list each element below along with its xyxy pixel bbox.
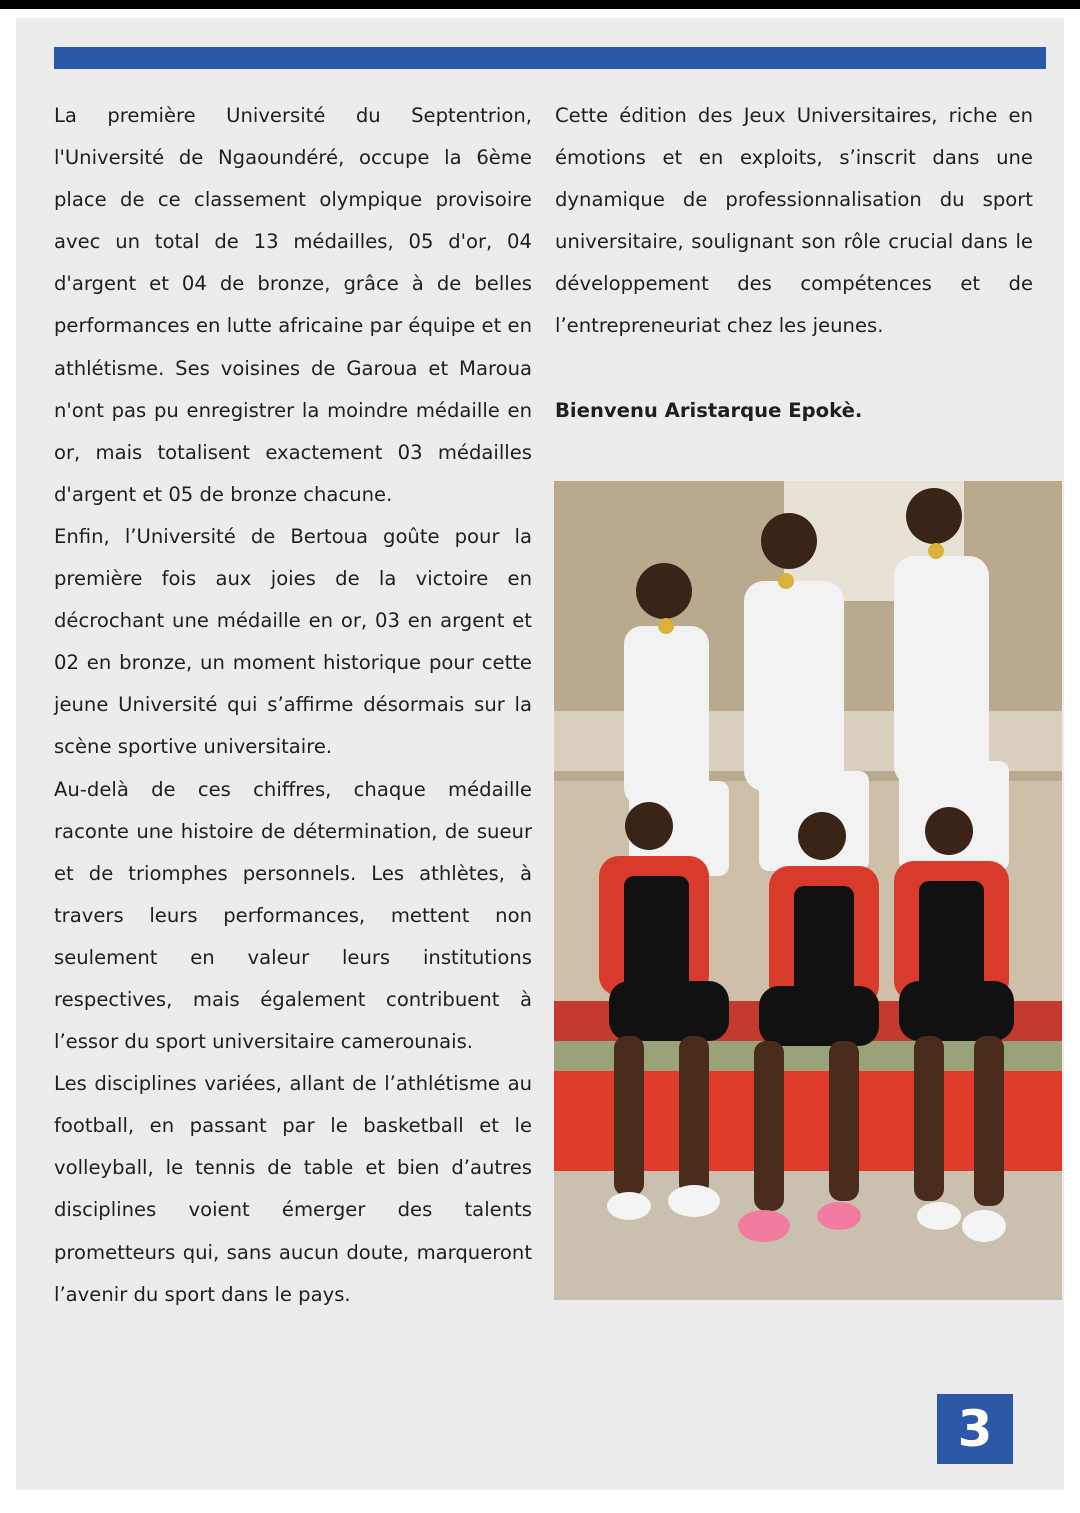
paragraph-bertoua: Enfin, l’Université de Bertoua goûte pour la première fois aux joies de la victoire en décrochant une médaille en or, 03 en argent et 02 en bronze, un moment historique pour cette jeune Université qui s’affirme désormais sur la scène sportive universitaire. (54, 524, 532, 759)
author-signature: Bienvenu Aristarque Epokè. (555, 398, 863, 422)
paragraph-edition: Cette édition des Jeux Universitaires, riche en émotions et en exploits, s’inscrit dans une dynamique de professionnalisation du sport universitaire, soulignant son rôle crucial dans le développement des compétences et de l’entrepreneuriat chez les jeunes. (555, 104, 1033, 338)
left-text-column (54, 95, 532, 1316)
paragraph-ranking: La première Université du Septentrion, l'Université de Ngaoundéré, occupe la 6ème place de ce classement olympique provisoire avec un total de 13 médailles, 05 d'or, 04 d'argent et 04 de bronze, grâce à de belles performances en lutte africaine par équipe et en athlétisme. Ses voisines de Garoua et Maroua n'ont pas pu enregistrer la moindre médaille en or, mais totalisent exactement 03 médailles d'argent et 05 de bronze chacune. (54, 104, 532, 506)
athletes-photo-illustration (554, 481, 1062, 1300)
header-blue-rule (54, 47, 1046, 69)
right-text-column (555, 95, 1033, 432)
magazine-page (16, 18, 1064, 1490)
top-edge-bar (0, 0, 1080, 9)
paragraph-beyond-figures: Au-delà de ces chiffres, chaque médaille raconte une histoire de détermination, de sueur et de triomphes personnels. Les athlètes, à travers leurs performances, mettent non seulement en valeur leurs institutions respectives, mais également contribuent à l’essor du sport universitaire camerounais. (54, 777, 532, 1054)
page-number-badge: 3 (937, 1394, 1013, 1464)
paragraph-disciplines: Les disciplines variées, allant de l’athlétisme au football, en passant par le basketball et le volleyball, le tennis de table et bien d’autres disciplines voient émerger des talents prometteurs qui, sans aucun doute, marqueront l’avenir du sport dans le pays. (54, 1072, 532, 1306)
athletes-photo (554, 481, 1062, 1300)
